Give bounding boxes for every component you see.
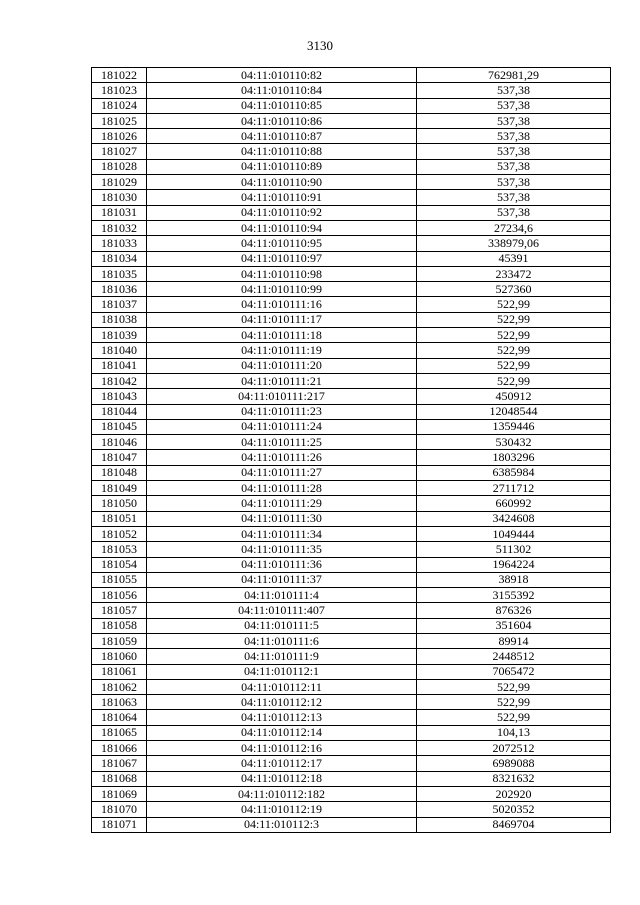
value-cell: 104,13 bbox=[417, 725, 611, 740]
row-number-cell: 181059 bbox=[92, 633, 147, 648]
table-row bbox=[92, 725, 611, 740]
table-row bbox=[92, 220, 611, 235]
table-row bbox=[92, 328, 611, 343]
cadastral-number-cell: 04:11:010110:91 bbox=[147, 190, 417, 205]
row-number-cell: 181042 bbox=[92, 373, 147, 388]
table-row bbox=[92, 695, 611, 710]
value-cell: 537,38 bbox=[417, 175, 611, 190]
value-cell: 522,99 bbox=[417, 710, 611, 725]
table-row bbox=[92, 129, 611, 144]
cadastral-number-cell: 04:11:010111:217 bbox=[147, 389, 417, 404]
table-row bbox=[92, 343, 611, 358]
value-cell: 522,99 bbox=[417, 343, 611, 358]
table-row bbox=[92, 496, 611, 511]
row-number-cell: 181048 bbox=[92, 465, 147, 480]
cadastral-number-cell: 04:11:010111:21 bbox=[147, 373, 417, 388]
table-row bbox=[92, 373, 611, 388]
cadastral-number-cell: 04:11:010111:34 bbox=[147, 526, 417, 541]
table-row bbox=[92, 175, 611, 190]
row-number-cell: 181065 bbox=[92, 725, 147, 740]
row-number-cell: 181046 bbox=[92, 435, 147, 450]
table-row bbox=[92, 664, 611, 679]
value-cell: 522,99 bbox=[417, 328, 611, 343]
cadastral-number-cell: 04:11:010111:25 bbox=[147, 435, 417, 450]
row-number-cell: 181070 bbox=[92, 802, 147, 817]
table-row bbox=[92, 771, 611, 786]
value-cell: 522,99 bbox=[417, 679, 611, 694]
value-cell: 2448512 bbox=[417, 649, 611, 664]
cadastral-number-cell: 04:11:010111:407 bbox=[147, 603, 417, 618]
row-number-cell: 181033 bbox=[92, 236, 147, 251]
row-number-cell: 181039 bbox=[92, 328, 147, 343]
row-number-cell: 181049 bbox=[92, 481, 147, 496]
cadastral-number-cell: 04:11:010112:19 bbox=[147, 802, 417, 817]
table-row bbox=[92, 358, 611, 373]
cadastral-number-cell: 04:11:010110:90 bbox=[147, 175, 417, 190]
table-row bbox=[92, 83, 611, 98]
cadastral-number-cell: 04:11:010110:98 bbox=[147, 266, 417, 281]
cadastral-number-cell: 04:11:010110:86 bbox=[147, 113, 417, 128]
table-row bbox=[92, 419, 611, 434]
value-cell: 522,99 bbox=[417, 695, 611, 710]
table-row bbox=[92, 282, 611, 297]
cadastral-number-cell: 04:11:010110:88 bbox=[147, 144, 417, 159]
table-row bbox=[92, 817, 611, 832]
table-row bbox=[92, 144, 611, 159]
value-cell: 45391 bbox=[417, 251, 611, 266]
table-row bbox=[92, 297, 611, 312]
cadastral-number-cell: 04:11:010112:13 bbox=[147, 710, 417, 725]
value-cell: 8321632 bbox=[417, 771, 611, 786]
row-number-cell: 181068 bbox=[92, 771, 147, 786]
table-row bbox=[92, 68, 611, 83]
row-number-cell: 181062 bbox=[92, 679, 147, 694]
value-cell: 12048544 bbox=[417, 404, 611, 419]
value-cell: 1049444 bbox=[417, 526, 611, 541]
row-number-cell: 181044 bbox=[92, 404, 147, 419]
value-cell: 537,38 bbox=[417, 144, 611, 159]
table-row bbox=[92, 679, 611, 694]
value-cell: 537,38 bbox=[417, 98, 611, 113]
row-number-cell: 181028 bbox=[92, 159, 147, 174]
value-cell: 89914 bbox=[417, 633, 611, 648]
cadastral-number-cell: 04:11:010111:28 bbox=[147, 481, 417, 496]
row-number-cell: 181023 bbox=[92, 83, 147, 98]
row-number-cell: 181037 bbox=[92, 297, 147, 312]
table-row bbox=[92, 633, 611, 648]
value-cell: 522,99 bbox=[417, 312, 611, 327]
row-number-cell: 181026 bbox=[92, 129, 147, 144]
row-number-cell: 181027 bbox=[92, 144, 147, 159]
cadastral-number-cell: 04:11:010110:84 bbox=[147, 83, 417, 98]
table-row bbox=[92, 98, 611, 113]
table-row bbox=[92, 588, 611, 603]
cadastral-number-cell: 04:11:010111:30 bbox=[147, 511, 417, 526]
row-number-cell: 181040 bbox=[92, 343, 147, 358]
cadastral-number-cell: 04:11:010111:6 bbox=[147, 633, 417, 648]
value-cell: 202920 bbox=[417, 786, 611, 801]
row-number-cell: 181064 bbox=[92, 710, 147, 725]
cadastral-number-cell: 04:11:010111:26 bbox=[147, 450, 417, 465]
value-cell: 537,38 bbox=[417, 129, 611, 144]
table-row bbox=[92, 465, 611, 480]
table-row bbox=[92, 802, 611, 817]
table-row bbox=[92, 190, 611, 205]
value-cell: 450912 bbox=[417, 389, 611, 404]
value-cell: 6989088 bbox=[417, 756, 611, 771]
row-number-cell: 181047 bbox=[92, 450, 147, 465]
cadastral-number-cell: 04:11:010111:35 bbox=[147, 542, 417, 557]
row-number-cell: 181036 bbox=[92, 282, 147, 297]
table-row bbox=[92, 618, 611, 633]
table-row bbox=[92, 756, 611, 771]
row-number-cell: 181061 bbox=[92, 664, 147, 679]
table-row bbox=[92, 389, 611, 404]
row-number-cell: 181055 bbox=[92, 572, 147, 587]
row-number-cell: 181025 bbox=[92, 113, 147, 128]
row-number-cell: 181041 bbox=[92, 358, 147, 373]
row-number-cell: 181034 bbox=[92, 251, 147, 266]
value-cell: 1359446 bbox=[417, 419, 611, 434]
row-number-cell: 181038 bbox=[92, 312, 147, 327]
value-cell: 537,38 bbox=[417, 205, 611, 220]
cadastral-number-cell: 04:11:010111:4 bbox=[147, 588, 417, 603]
row-number-cell: 181030 bbox=[92, 190, 147, 205]
table-row bbox=[92, 113, 611, 128]
row-number-cell: 181022 bbox=[92, 68, 147, 83]
value-cell: 1803296 bbox=[417, 450, 611, 465]
row-number-cell: 181058 bbox=[92, 618, 147, 633]
page-number: 3130 bbox=[307, 38, 333, 53]
table-row bbox=[92, 450, 611, 465]
value-cell: 762981,29 bbox=[417, 68, 611, 83]
table-row bbox=[92, 266, 611, 281]
cadastral-number-cell: 04:11:010110:92 bbox=[147, 205, 417, 220]
value-cell: 3424608 bbox=[417, 511, 611, 526]
row-number-cell: 181056 bbox=[92, 588, 147, 603]
cadastral-number-cell: 04:11:010112:1 bbox=[147, 664, 417, 679]
cadastral-number-cell: 04:11:010110:97 bbox=[147, 251, 417, 266]
cadastral-number-cell: 04:11:010112:18 bbox=[147, 771, 417, 786]
row-number-cell: 181043 bbox=[92, 389, 147, 404]
row-number-cell: 181067 bbox=[92, 756, 147, 771]
value-cell: 27234,6 bbox=[417, 220, 611, 235]
row-number-cell: 181029 bbox=[92, 175, 147, 190]
table-row bbox=[92, 649, 611, 664]
cadastral-number-cell: 04:11:010111:17 bbox=[147, 312, 417, 327]
table-body bbox=[92, 68, 611, 833]
value-cell: 233472 bbox=[417, 266, 611, 281]
cadastral-number-cell: 04:11:010110:99 bbox=[147, 282, 417, 297]
table-row bbox=[92, 435, 611, 450]
value-cell: 537,38 bbox=[417, 83, 611, 98]
value-cell: 7065472 bbox=[417, 664, 611, 679]
table-row bbox=[92, 312, 611, 327]
cadastral-number-cell: 04:11:010111:16 bbox=[147, 297, 417, 312]
row-number-cell: 181024 bbox=[92, 98, 147, 113]
row-number-cell: 181035 bbox=[92, 266, 147, 281]
cadastral-number-cell: 04:11:010112:17 bbox=[147, 756, 417, 771]
cadastral-number-cell: 04:11:010111:37 bbox=[147, 572, 417, 587]
cadastral-number-cell: 04:11:010111:18 bbox=[147, 328, 417, 343]
row-number-cell: 181050 bbox=[92, 496, 147, 511]
value-cell: 38918 bbox=[417, 572, 611, 587]
table-row bbox=[92, 511, 611, 526]
cadastral-number-cell: 04:11:010112:16 bbox=[147, 741, 417, 756]
table-row bbox=[92, 557, 611, 572]
value-cell: 660992 bbox=[417, 496, 611, 511]
value-cell: 351604 bbox=[417, 618, 611, 633]
cadastral-number-cell: 04:11:010110:95 bbox=[147, 236, 417, 251]
cadastral-number-cell: 04:11:010111:24 bbox=[147, 419, 417, 434]
value-cell: 522,99 bbox=[417, 297, 611, 312]
row-number-cell: 181053 bbox=[92, 542, 147, 557]
table-row bbox=[92, 741, 611, 756]
cadastral-number-cell: 04:11:010110:87 bbox=[147, 129, 417, 144]
value-cell: 338979,06 bbox=[417, 236, 611, 251]
cadastral-number-cell: 04:11:010110:89 bbox=[147, 159, 417, 174]
table-row bbox=[92, 236, 611, 251]
row-number-cell: 181063 bbox=[92, 695, 147, 710]
table-row bbox=[92, 542, 611, 557]
value-cell: 6385984 bbox=[417, 465, 611, 480]
row-number-cell: 181054 bbox=[92, 557, 147, 572]
row-number-cell: 181060 bbox=[92, 649, 147, 664]
cadastral-number-cell: 04:11:010111:23 bbox=[147, 404, 417, 419]
value-cell: 522,99 bbox=[417, 373, 611, 388]
cadastral-value-table bbox=[91, 67, 611, 833]
table-row bbox=[92, 205, 611, 220]
cadastral-number-cell: 04:11:010112:14 bbox=[147, 725, 417, 740]
cadastral-number-cell: 04:11:010112:11 bbox=[147, 679, 417, 694]
row-number-cell: 181069 bbox=[92, 786, 147, 801]
value-cell: 1964224 bbox=[417, 557, 611, 572]
value-cell: 2072512 bbox=[417, 741, 611, 756]
cadastral-number-cell: 04:11:010111:9 bbox=[147, 649, 417, 664]
table-row bbox=[92, 603, 611, 618]
table-row bbox=[92, 526, 611, 541]
row-number-cell: 181052 bbox=[92, 526, 147, 541]
table-row bbox=[92, 159, 611, 174]
value-cell: 511302 bbox=[417, 542, 611, 557]
table-row bbox=[92, 710, 611, 725]
row-number-cell: 181032 bbox=[92, 220, 147, 235]
cadastral-number-cell: 04:11:010110:82 bbox=[147, 68, 417, 83]
table-row bbox=[92, 404, 611, 419]
value-cell: 527360 bbox=[417, 282, 611, 297]
value-cell: 530432 bbox=[417, 435, 611, 450]
cadastral-number-cell: 04:11:010111:36 bbox=[147, 557, 417, 572]
cadastral-number-cell: 04:11:010112:182 bbox=[147, 786, 417, 801]
value-cell: 5020352 bbox=[417, 802, 611, 817]
row-number-cell: 181045 bbox=[92, 419, 147, 434]
cadastral-number-cell: 04:11:010110:94 bbox=[147, 220, 417, 235]
cadastral-number-cell: 04:11:010111:20 bbox=[147, 358, 417, 373]
value-cell: 537,38 bbox=[417, 159, 611, 174]
table-row bbox=[92, 786, 611, 801]
table-row bbox=[92, 481, 611, 496]
value-cell: 2711712 bbox=[417, 481, 611, 496]
cadastral-number-cell: 04:11:010110:85 bbox=[147, 98, 417, 113]
cadastral-number-cell: 04:11:010112:3 bbox=[147, 817, 417, 832]
cadastral-number-cell: 04:11:010111:19 bbox=[147, 343, 417, 358]
cadastral-number-cell: 04:11:010112:12 bbox=[147, 695, 417, 710]
table-row bbox=[92, 572, 611, 587]
row-number-cell: 181066 bbox=[92, 741, 147, 756]
value-cell: 537,38 bbox=[417, 113, 611, 128]
value-cell: 3155392 bbox=[417, 588, 611, 603]
value-cell: 876326 bbox=[417, 603, 611, 618]
value-cell: 522,99 bbox=[417, 358, 611, 373]
row-number-cell: 181071 bbox=[92, 817, 147, 832]
cadastral-number-cell: 04:11:010111:29 bbox=[147, 496, 417, 511]
value-cell: 8469704 bbox=[417, 817, 611, 832]
row-number-cell: 181031 bbox=[92, 205, 147, 220]
row-number-cell: 181051 bbox=[92, 511, 147, 526]
value-cell: 537,38 bbox=[417, 190, 611, 205]
cadastral-number-cell: 04:11:010111:5 bbox=[147, 618, 417, 633]
table-row bbox=[92, 251, 611, 266]
cadastral-number-cell: 04:11:010111:27 bbox=[147, 465, 417, 480]
row-number-cell: 181057 bbox=[92, 603, 147, 618]
